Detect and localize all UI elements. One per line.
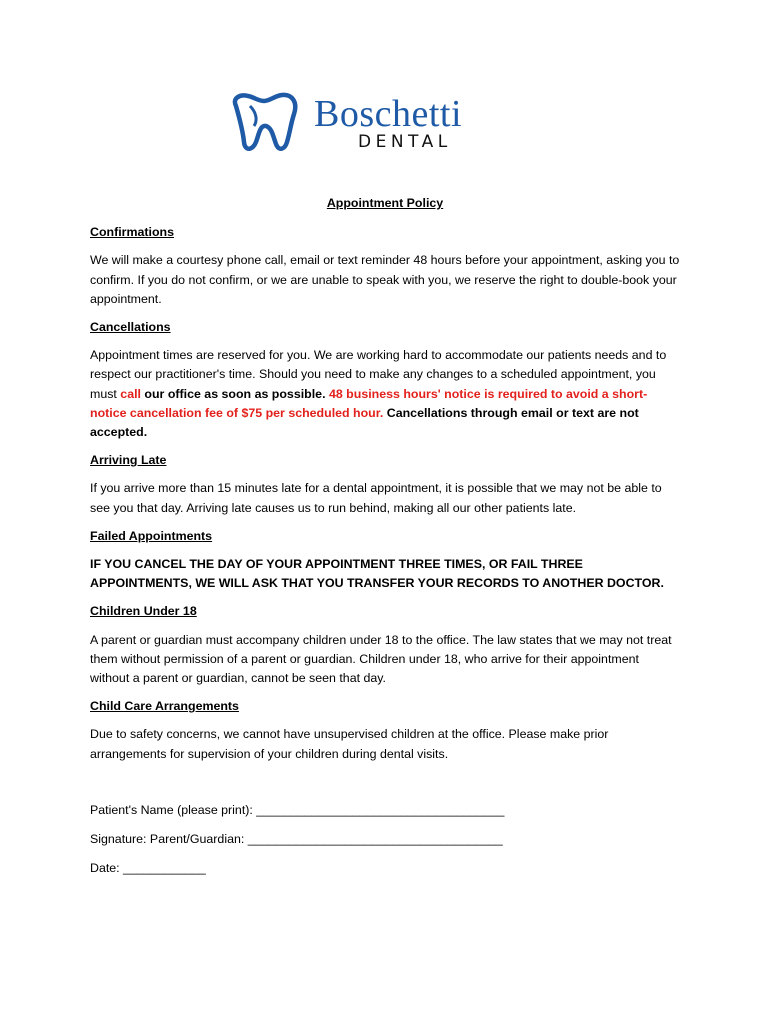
cancellations-text-part-3: Cancellations through email or text are not accepted. (90, 405, 639, 440)
child-care-heading: Child Care Arrangements (90, 699, 239, 714)
boschetti-dental-logo (230, 92, 540, 156)
cancellations-text (90, 346, 680, 442)
cancellations-text-part-2: our office as soon as possible (140, 386, 323, 401)
date-field[interactable]: Date: ____________ (90, 861, 206, 876)
cancellation-fee-notice: 48 business hours' notice is required to avoid a short-notice cancellation fee of $75 per scheduled hour. (90, 386, 648, 420)
arriving-late-text: If you arrive more than 15 minutes late for a dental appointment, it is possible that we may not be able to see you that day. Arriving late causes us to run behind, making all our other patients late. (90, 481, 662, 515)
cancellations-period: . (322, 386, 329, 401)
policy-content (90, 194, 680, 888)
arriving-late-heading: Arriving Late (90, 453, 167, 468)
document-title: Appointment Policy (326, 196, 444, 210)
children-heading: Children Under 18 (90, 604, 197, 619)
call-emphasis: call (120, 386, 141, 401)
tooth-icon (230, 92, 306, 154)
logo-subtitle: DENTAL (358, 132, 452, 152)
failed-appointments-text: IF YOU CANCEL THE DAY OF YOUR APPOINTMENT THREE TIMES, OR FAIL THREE APPOINTMENTS, WE WILL ASK THAT YOU TRANSFER YOUR RECORDS TO ANOTHER DOCTOR. (90, 557, 664, 591)
child-care-text: Due to safety concerns, we cannot have unsupervised children at the office. Please make prior arrangements for supervision of your children during dental visits. (90, 727, 609, 761)
failed-appointments-heading: Failed Appointments (90, 528, 213, 543)
spacer (90, 773, 680, 801)
logo-wordmark: Boschetti (314, 93, 463, 135)
confirmations-heading: Confirmations (90, 225, 174, 240)
cancellations-text-part-1: Appointment times are reserved for you. We are working hard to accommodate our patients needs and to respect our practitioner's time. Should you need to make any changes to a scheduled appointment, you must (90, 348, 667, 401)
cancellations-heading: Cancellations (90, 320, 171, 335)
signature-field[interactable]: Signature: Parent/Guardian: _____________________________________ (90, 832, 503, 847)
confirmations-text: We will make a courtesy phone call, email or text reminder 48 hours before your appointment, asking you to confirm. If you do not confirm, or we are unable to speak with you, we reserve the right to double-book your appointment. (90, 253, 680, 306)
children-text: A parent or guardian must accompany children under 18 to the office. The law states that we may not treat them without permission of a parent or guardian. Children under 18, who arrive for their appointment without a parent or guardian, cannot be seen that day. (90, 632, 672, 686)
patient-name-field[interactable]: Patient's Name (please print): ____________________________________ (90, 802, 505, 817)
